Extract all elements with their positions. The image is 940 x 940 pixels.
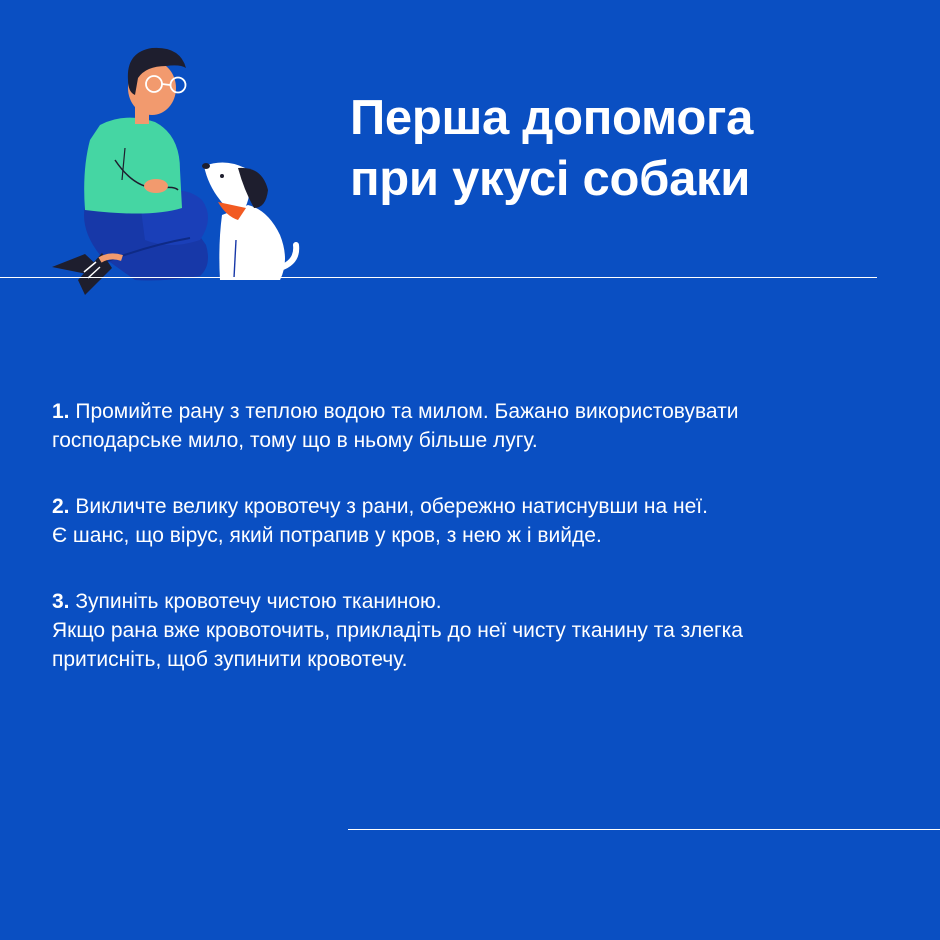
person-shirt bbox=[84, 118, 182, 214]
page-title-line-2: при укусі собаки bbox=[350, 152, 751, 206]
step-1 bbox=[52, 397, 912, 455]
step-3-line-2: Якщо рана вже кровоточить, прикладіть до неї чисту тканину та злегка bbox=[52, 619, 743, 642]
dog-nose bbox=[202, 163, 210, 169]
step-3-line-1 bbox=[52, 587, 912, 616]
dog-body bbox=[219, 205, 285, 280]
step-2-number: 2. bbox=[52, 495, 70, 518]
step-1-line-2: господарське мило, тому що в ньому більше лугу. bbox=[52, 429, 538, 452]
person-hand bbox=[144, 179, 168, 193]
step-2 bbox=[52, 492, 912, 550]
divider-top bbox=[0, 277, 877, 278]
step-2-text-1: Викличте велику кровотечу з рани, обережно натиснувши на неї. bbox=[75, 495, 708, 518]
step-3-text-1: Зупиніть кровотечу чистою тканиною. bbox=[75, 590, 442, 613]
step-1-line-1 bbox=[52, 397, 912, 426]
dog-eye bbox=[220, 174, 224, 178]
divider-bottom bbox=[348, 829, 940, 830]
page-title bbox=[350, 88, 910, 210]
step-1-number: 1. bbox=[52, 400, 70, 423]
step-3-line-3: притисніть, щоб зупинити кровотечу. bbox=[52, 648, 408, 671]
glasses-bridge bbox=[162, 84, 170, 85]
step-3 bbox=[52, 587, 912, 674]
step-2-line-1 bbox=[52, 492, 912, 521]
person-with-dog-illustration bbox=[40, 40, 310, 305]
step-2-line-2: Є шанс, що вірус, який потрапив у кров, з нею ж і вийде. bbox=[52, 524, 602, 547]
page-title-line-1: Перша допомога bbox=[350, 91, 754, 145]
steps-list bbox=[52, 397, 912, 711]
step-1-text-1: Промийте рану з теплою водою та милом. Бажано використовувати bbox=[75, 400, 739, 423]
person-ankle bbox=[100, 256, 122, 260]
step-3-number: 3. bbox=[52, 590, 70, 613]
illustration-svg bbox=[40, 40, 310, 305]
